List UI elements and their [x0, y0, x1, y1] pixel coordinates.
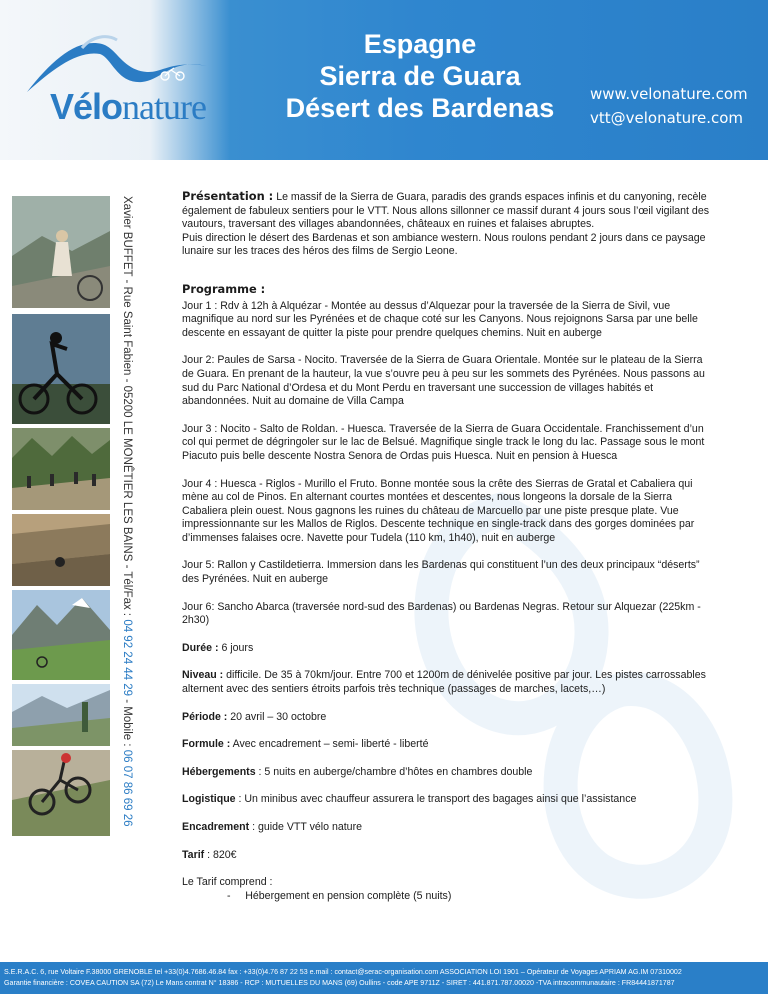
- presentation-section: [182, 190, 717, 259]
- email-link[interactable]: vtt@velonature.com: [590, 109, 744, 127]
- footer-line-1: S.E.R.A.C. 6, rue Voltaire F.38000 GRENOBLE tel +33(0)4.7686.46.84 fax : +33(0)4.76 87 22 53 e.mail : contact@serac-organisation.com ASSOCIATION LOI 1901 – Opérateur de Voyages APRIAM AG.IM 07310002: [4, 968, 682, 976]
- logistique-value: : Un minibus avec chauffeur assurera le transport des bagages ainsi que l’assistance: [235, 793, 637, 806]
- logo-wordmark: Vélonature: [50, 86, 206, 127]
- duree-value: 6 jours: [218, 641, 254, 654]
- encadrement-label: Encadrement: [182, 821, 250, 833]
- tarif-label: Tarif: [182, 848, 205, 861]
- presentation-text-2: Puis direction le désert des Bardenas et son ambiance western. Nous roulons pendant 2 jours dans ce paysage lunaire sur les traces des héros des films de Sergio Leone.: [182, 231, 706, 258]
- day-5: Jour 5: Rallon y Castildetierra. Immersion dans les Bardenas qui constituent l’un des deux principaux “déserts” des Pyrénées. Nuit en auberge: [182, 559, 700, 586]
- title-line-desert: Désert des Bardenas: [285, 93, 555, 123]
- photo-mountain-meadow: [12, 590, 110, 680]
- periode-value: 20 avril – 30 octobre: [227, 710, 327, 723]
- day-2: Jour 2: Paules de Sarsa - Nocito. Traversée de la Sierra de Guara Orientale. Montée sur le plateau de la Sierra de Guara. En prenant de la hauteur, la vue s’ouvre peu à peu sur les sommets des Pyrénées. Nous passons au sud du Parc National d’Ordesa et du Mont Perdu en traversant une succession de villages habités et abandonnées. Nuit au domaine de Villa Campa: [182, 354, 705, 408]
- footer: [0, 962, 768, 994]
- footer-line-2: Garantie financière : COVEA CAUTION SA (72) Le Mans contrat N° 18386 - RCP : MUTUELLES DU MANS (69) Oullins - code APE 9711Z - SIRET : 441.871.787.00020 -TVA intracommunautaire : FR84441871787: [4, 979, 675, 987]
- vertical-contact-band: [114, 196, 136, 836]
- tarif-value: : 820€: [204, 848, 237, 861]
- periode-line: [182, 711, 717, 725]
- guide-address: Xavier BUFFET - Rue Saint Fabien - 05200 LE MONÊTIER LES BAINS: [121, 196, 133, 562]
- periode-label: Période :: [182, 710, 228, 723]
- niveau-line: [182, 669, 717, 696]
- formule-line: [182, 738, 717, 752]
- tarif-line: [182, 849, 717, 863]
- tarif-comprend: Le Tarif comprend :: [182, 876, 273, 889]
- day-4: Jour 4 : Huesca - Riglos - Murillo el Fruto. Bonne montée sous la crête des Sierras de Gratal et Cabaliera qui mène au col de Pinos. En alternant courtes montées et descentes, nous longeons la dorsale de la Sierra Cabaliera plein ouest. Nous gagnons les ruines du château de Marcuello par une piste presque plate. Vue impressionnante sur les Mallos de Riglos. Descente technique en single-track dans des gorges dominées par d’immenses falaises ocre. Navette pour Tudela (110 km, 1h40), nuit en auberge: [182, 477, 695, 544]
- mobile-label: - Mobile :: [121, 696, 133, 747]
- logistique-line: [182, 793, 717, 807]
- main-content: [182, 190, 717, 903]
- photo-strip: [12, 196, 110, 836]
- presentation-text: Le massif de la Sierra de Guara, paradis des grands espaces infinis et du canyoning, recèle également de fabuleux sentiers pour le VTT. Nous allons sillonner ce massif durant 4 jours sous l’œil vigilant des vautours, traversant des villages abandonnées, châteaux en ruines et falaises abruptes.: [182, 191, 710, 231]
- vertical-contact-text: [118, 196, 136, 827]
- duree-line: [182, 642, 717, 656]
- hebergements-label: Hébergements: [182, 765, 256, 778]
- mobile-number[interactable]: 06 07 86 69 26: [121, 746, 133, 827]
- list-item-text: Hébergement en pension complète (5 nuits): [245, 889, 452, 902]
- hebergements-line: [182, 766, 717, 780]
- photo-rider-on-rock: [12, 196, 110, 308]
- duree-label: Durée :: [182, 641, 219, 654]
- photo-group-forest: [12, 428, 110, 510]
- programme-heading: Programme :: [182, 281, 266, 296]
- niveau-label: Niveau :: [182, 669, 224, 682]
- encadrement-line: [182, 821, 717, 835]
- photo-valley: [12, 684, 110, 746]
- header: [0, 0, 768, 160]
- tarif-list-item: [182, 890, 717, 904]
- title-line-country: Espagne: [363, 29, 477, 59]
- formule-value: Avec encadrement – semi- liberté - liberté: [230, 738, 429, 751]
- title-line-region: Sierra de Guara: [319, 61, 521, 91]
- tel-number[interactable]: 04 92 24 44 29: [121, 616, 133, 697]
- website-link[interactable]: www.velonature.com: [590, 85, 748, 103]
- encadrement-value: : guide VTT vélo nature: [249, 821, 362, 833]
- formule-label: Formule :: [182, 738, 231, 751]
- day-1: Jour 1 : Rdv à 12h à Alquézar - Montée au dessus d’Alquezar pour la traversée de la Sierra de Sivil, vue magnifique au nord sur les Pyrénées et de chaque coté sur les Canyons. Nous rejoignons Sarsa par une belle descente en essayant de quitter la piste pour prendre quelques chemins. Nuit en auberge: [182, 299, 698, 339]
- photo-rider-silhouette: [12, 314, 110, 424]
- photo-rocky-trail: [12, 514, 110, 586]
- list-bullet: -: [227, 889, 231, 902]
- hebergements-value: : 5 nuits en auberge/chambre d’hôtes en chambres double: [255, 765, 533, 778]
- niveau-value: difficile. De 35 à 70km/jour. Entre 700 et 1200m de dénivelée positive par jour. Les pistes carrossables alternent avec des sentiers étroits parfois très technique (passages de marches, lacets,…): [182, 669, 706, 696]
- photo-rider-jump: [12, 750, 110, 836]
- header-contact: [590, 82, 748, 130]
- day-3: Jour 3 : Nocito - Salto de Roldan. - Huesca. Traversée de la Sierra de Guara Occidentale. Franchissement d’un col qui permet de dégringoler sur le lac de Belsué. Magnifique single track le long du lac. Passage sous le mont Piacuto puis belle descente Nostra Senora de Ordas puis Huesca. Nuit en pension à Huesca: [182, 422, 705, 462]
- logistique-label: Logistique: [182, 793, 236, 806]
- presentation-heading: Présentation :: [182, 189, 274, 203]
- day-6: Jour 6: Sancho Abarca (traversée nord-sud des Bardenas) ou Bardenas Negras. Retour sur Alquezar (225km - 2h30): [182, 600, 701, 627]
- page-title: [270, 28, 570, 124]
- tel-label: - Tél/Fax :: [121, 561, 133, 617]
